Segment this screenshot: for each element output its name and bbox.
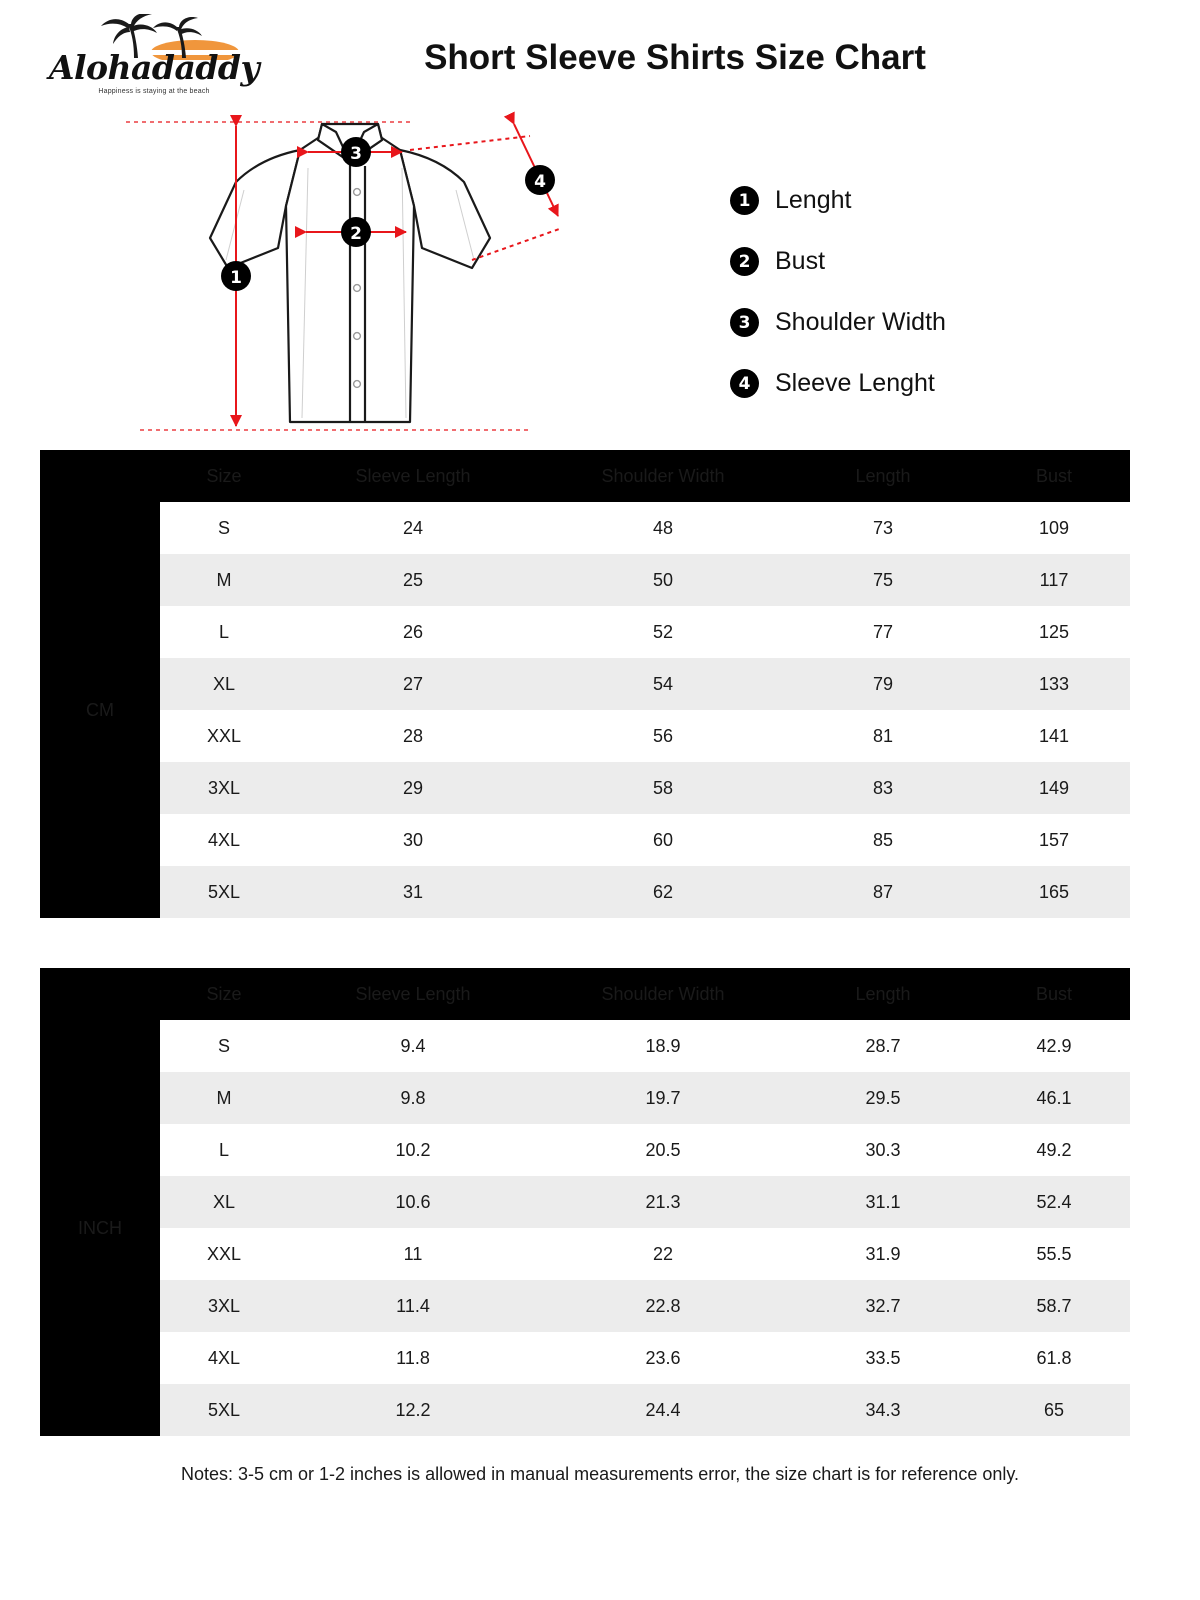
cell-shoulder-width: 62 xyxy=(538,866,788,918)
size-table-inch xyxy=(40,968,1130,1436)
unit-cell-inch: INCH xyxy=(40,1020,160,1436)
cell-size: XXL xyxy=(160,1228,288,1280)
cell-bust: 141 xyxy=(978,710,1130,762)
legend-item-sleeve-length xyxy=(730,353,946,414)
cell-size: L xyxy=(160,1124,288,1176)
brand-name: Alohadaddy xyxy=(48,48,260,87)
cell-bust: 55.5 xyxy=(978,1228,1130,1280)
cell-bust: 61.8 xyxy=(978,1332,1130,1384)
cell-shoulder-width: 20.5 xyxy=(538,1124,788,1176)
cell-sleeve-length: 9.4 xyxy=(288,1020,538,1072)
cell-size: XL xyxy=(160,658,288,710)
legend-label-length: Lenght xyxy=(775,186,852,214)
cell-shoulder-width: 22.8 xyxy=(538,1280,788,1332)
cell-shoulder-width: 18.9 xyxy=(538,1020,788,1072)
cell-size: 4XL xyxy=(160,814,288,866)
cell-length: 73 xyxy=(788,502,978,554)
cell-sleeve-length: 27 xyxy=(288,658,538,710)
size-table-inch-block xyxy=(40,968,1160,1436)
brand-tagline: Happiness is staying at the beach xyxy=(98,88,210,95)
unit-cell-cm: CM xyxy=(40,502,160,918)
svg-text:4: 4 xyxy=(534,172,546,192)
cell-size: XL xyxy=(160,1176,288,1228)
brand-logo xyxy=(34,12,274,107)
table-row xyxy=(40,1332,1130,1384)
notes-text: Notes: 3-5 cm or 1-2 inches is allowed in manual measurements error, the size chart is for reference only. xyxy=(180,1464,1020,1484)
table-row xyxy=(40,1228,1130,1280)
table-row xyxy=(40,814,1130,866)
cell-size: 5XL xyxy=(160,866,288,918)
cell-bust: 133 xyxy=(978,658,1130,710)
table-row xyxy=(40,658,1130,710)
column-header-sleeve-length: Sleeve Length xyxy=(288,968,538,1020)
cell-sleeve-length: 10.2 xyxy=(288,1124,538,1176)
cell-shoulder-width: 21.3 xyxy=(538,1176,788,1228)
cell-sleeve-length: 24 xyxy=(288,502,538,554)
measurement-diagram-section xyxy=(0,110,1200,450)
cell-sleeve-length: 11 xyxy=(288,1228,538,1280)
legend-item-length xyxy=(730,170,946,231)
legend-label-bust: Bust xyxy=(775,247,826,275)
cell-shoulder-width: 58 xyxy=(538,762,788,814)
cell-shoulder-width: 50 xyxy=(538,554,788,606)
column-header-size: Size xyxy=(160,968,288,1020)
cell-bust: 117 xyxy=(978,554,1130,606)
cell-sleeve-length: 31 xyxy=(288,866,538,918)
cell-shoulder-width: 19.7 xyxy=(538,1072,788,1124)
cell-bust: 46.1 xyxy=(978,1072,1130,1124)
cell-sleeve-length: 26 xyxy=(288,606,538,658)
cell-sleeve-length: 11.8 xyxy=(288,1332,538,1384)
cell-length: 30.3 xyxy=(788,1124,978,1176)
legend-bullet-3: 3 xyxy=(730,308,759,337)
column-header-bust: Bust xyxy=(978,450,1130,502)
size-table-cm-block xyxy=(40,450,1160,918)
cell-sleeve-length: 25 xyxy=(288,554,538,606)
table-header-row xyxy=(40,968,1130,1020)
cell-sleeve-length: 12.2 xyxy=(288,1384,538,1436)
legend-bullet-2: 2 xyxy=(730,247,759,276)
cell-shoulder-width: 56 xyxy=(538,710,788,762)
cell-length: 83 xyxy=(788,762,978,814)
cell-bust: 125 xyxy=(978,606,1130,658)
column-header-size: Size xyxy=(160,450,288,502)
cell-bust: 149 xyxy=(978,762,1130,814)
cell-sleeve-length: 29 xyxy=(288,762,538,814)
cell-sleeve-length: 11.4 xyxy=(288,1280,538,1332)
svg-text:2: 2 xyxy=(350,224,362,244)
legend-bullet-4: 4 xyxy=(730,369,759,398)
page-header xyxy=(0,0,1200,110)
cell-sleeve-length: 28 xyxy=(288,710,538,762)
cell-length: 28.7 xyxy=(788,1020,978,1072)
unit-header-cm xyxy=(40,450,160,502)
cell-bust: 52.4 xyxy=(978,1176,1130,1228)
table-row xyxy=(40,1020,1130,1072)
cell-bust: 58.7 xyxy=(978,1280,1130,1332)
cell-sleeve-length: 30 xyxy=(288,814,538,866)
table-row xyxy=(40,502,1130,554)
legend-bullet-1: 1 xyxy=(730,186,759,215)
table-row xyxy=(40,710,1130,762)
cell-shoulder-width: 52 xyxy=(538,606,788,658)
table-row xyxy=(40,554,1130,606)
table-header-row xyxy=(40,450,1130,502)
cell-shoulder-width: 24.4 xyxy=(538,1384,788,1436)
cell-length: 79 xyxy=(788,658,978,710)
cell-length: 85 xyxy=(788,814,978,866)
cell-bust: 65 xyxy=(978,1384,1130,1436)
table-row xyxy=(40,1124,1130,1176)
cell-length: 87 xyxy=(788,866,978,918)
table-row xyxy=(40,762,1130,814)
cell-size: 3XL xyxy=(160,762,288,814)
table-row xyxy=(40,1176,1130,1228)
cell-size: 5XL xyxy=(160,1384,288,1436)
svg-text:3: 3 xyxy=(350,144,362,164)
table-spacer xyxy=(0,918,1200,968)
cell-length: 81 xyxy=(788,710,978,762)
cell-size: XXL xyxy=(160,710,288,762)
cell-size: 4XL xyxy=(160,1332,288,1384)
cell-length: 34.3 xyxy=(788,1384,978,1436)
legend-item-bust xyxy=(730,231,946,292)
column-header-shoulder-width: Shoulder Width xyxy=(538,450,788,502)
measurement-legend xyxy=(730,170,946,414)
column-header-shoulder-width: Shoulder Width xyxy=(538,968,788,1020)
cell-sleeve-length: 10.6 xyxy=(288,1176,538,1228)
cell-bust: 49.2 xyxy=(978,1124,1130,1176)
unit-header-inch xyxy=(40,968,160,1020)
legend-label-sleeve-length: Sleeve Lenght xyxy=(775,369,935,397)
cell-size: M xyxy=(160,1072,288,1124)
table-row xyxy=(40,606,1130,658)
cell-length: 31.9 xyxy=(788,1228,978,1280)
cell-shoulder-width: 22 xyxy=(538,1228,788,1280)
cell-shoulder-width: 23.6 xyxy=(538,1332,788,1384)
size-table-cm xyxy=(40,450,1130,918)
column-header-sleeve-length: Sleeve Length xyxy=(288,450,538,502)
svg-text:1: 1 xyxy=(230,268,242,288)
cell-length: 31.1 xyxy=(788,1176,978,1228)
cell-size: S xyxy=(160,502,288,554)
cell-bust: 157 xyxy=(978,814,1130,866)
cell-shoulder-width: 60 xyxy=(538,814,788,866)
cell-size: L xyxy=(160,606,288,658)
cell-length: 75 xyxy=(788,554,978,606)
column-header-length: Length xyxy=(788,450,978,502)
cell-bust: 109 xyxy=(978,502,1130,554)
table-row xyxy=(40,1280,1130,1332)
cell-shoulder-width: 48 xyxy=(538,502,788,554)
column-header-length: Length xyxy=(788,968,978,1020)
cell-size: M xyxy=(160,554,288,606)
cell-bust: 165 xyxy=(978,866,1130,918)
cell-length: 77 xyxy=(788,606,978,658)
table-row xyxy=(40,1072,1130,1124)
page-title: Short Sleeve Shirts Size Chart xyxy=(424,38,926,77)
cell-size: 3XL xyxy=(160,1280,288,1332)
cell-shoulder-width: 54 xyxy=(538,658,788,710)
cell-length: 33.5 xyxy=(788,1332,978,1384)
legend-label-shoulder-width: Shoulder Width xyxy=(775,308,946,336)
legend-item-shoulder-width xyxy=(730,292,946,353)
cell-bust: 42.9 xyxy=(978,1020,1130,1072)
cell-length: 32.7 xyxy=(788,1280,978,1332)
cell-sleeve-length: 9.8 xyxy=(288,1072,538,1124)
short-sleeve-shirt-measurement-diagram xyxy=(110,110,630,450)
table-row xyxy=(40,866,1130,918)
table-row xyxy=(40,1384,1130,1436)
column-header-bust: Bust xyxy=(978,968,1130,1020)
cell-length: 29.5 xyxy=(788,1072,978,1124)
cell-size: S xyxy=(160,1020,288,1072)
